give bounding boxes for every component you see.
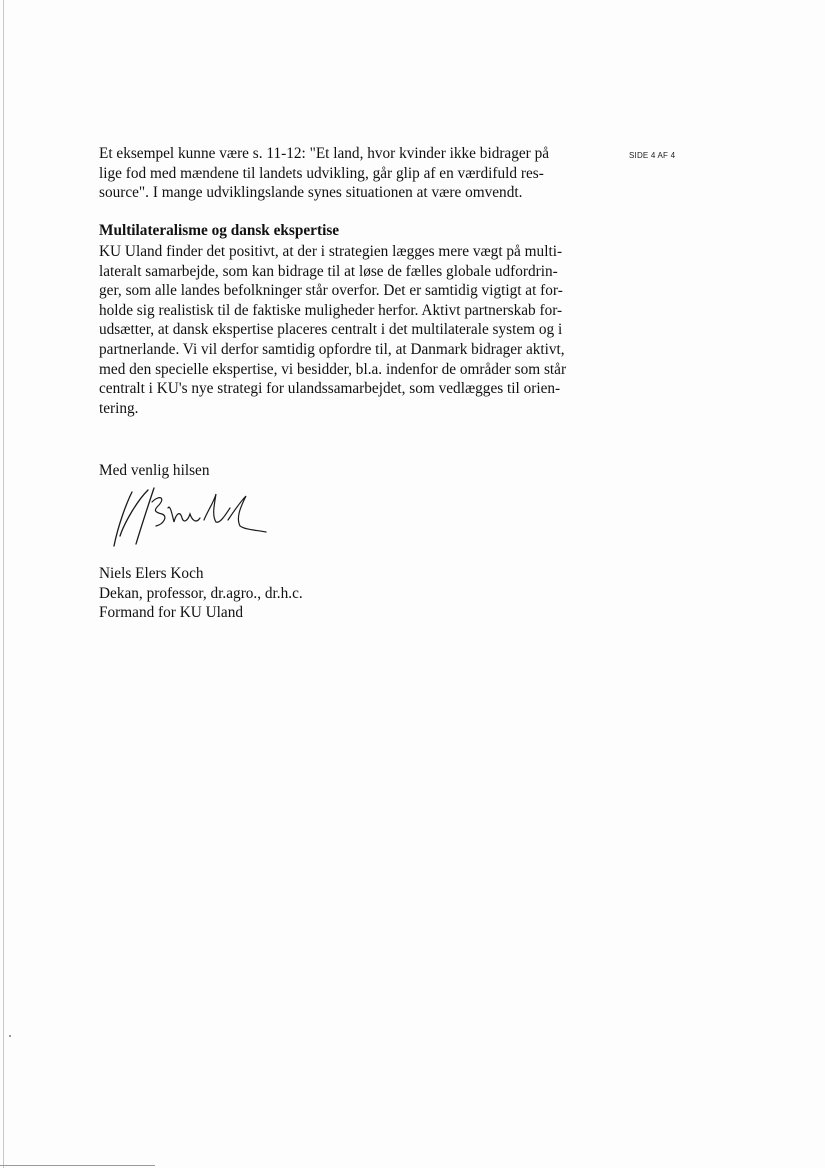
paragraph-line: udsætter, at dansk ekspertise placeres centralt i det multilaterale system og i xyxy=(99,321,563,339)
paragraph-line: source". I mange udviklingslande synes situationen at være omvendt. xyxy=(99,184,523,202)
paragraph-line: centralt i KU's nye strategi for ulandssamarbejdet, som vedlægges til orien- xyxy=(99,380,561,398)
paragraph-line: med den specielle ekspertise, vi besidder, bl.a. indenfor de områder som står xyxy=(99,360,567,378)
paragraph-line: lige fod med mændene til landets udvikling, går glip af en værdifuld res- xyxy=(99,164,544,182)
paragraph-line: Et eksempel kunne være s. 11-12: "Et land, hvor kvinder ikke bidrager på xyxy=(99,145,550,162)
paragraph-line: lateralt samarbejde, som kan bidrage til at løse de fælles globale udfordrin- xyxy=(99,262,558,280)
section-heading: Multilateralisme og dansk ekspertise xyxy=(99,222,340,239)
scan-bottom-edge xyxy=(0,1165,155,1166)
signer-name: Niels Elers Koch xyxy=(99,565,204,582)
paragraph-line: tering. xyxy=(99,399,139,417)
signer-title: Dekan, professor, dr.agro., dr.h.c. xyxy=(99,584,303,602)
signer-role: Formand for KU Uland xyxy=(99,604,244,622)
scan-left-edge xyxy=(3,0,4,1168)
paragraph-multilateralism xyxy=(99,242,599,418)
page-number: SIDE 4 AF 4 xyxy=(629,151,676,160)
paragraph-line: KU Uland finder det positivt, at der i strategien lægges mere vægt på multi- xyxy=(99,243,563,260)
paragraph-line: ger, som alle landes befolkninger står overfor. Det er samtidig vigtigt at for- xyxy=(99,282,563,300)
scan-speck xyxy=(9,1035,11,1037)
signer-block xyxy=(99,564,303,623)
paragraph-line: partnerlande. Vi vil derfor samtidig opfordre til, at Danmark bidrager aktivt, xyxy=(99,340,565,358)
paragraph-example xyxy=(99,144,599,203)
handwritten-signature xyxy=(110,484,270,554)
closing-salutation: Med venlig hilsen xyxy=(99,462,210,479)
paragraph-line: holde sig realistisk til de faktiske muligheder herfor. Aktivt partnerskab for- xyxy=(99,301,563,319)
